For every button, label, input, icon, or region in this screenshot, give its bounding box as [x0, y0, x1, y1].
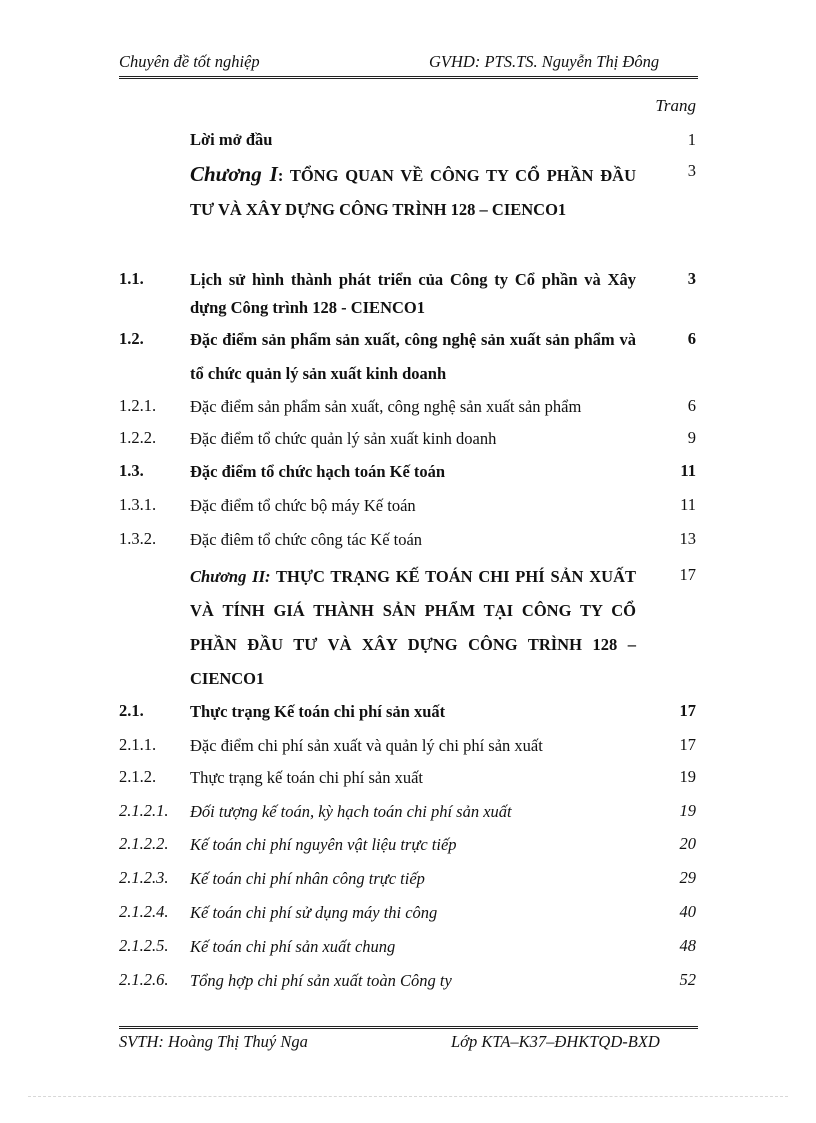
chapter-label: Chương I [190, 162, 278, 186]
toc-page: 20 [679, 834, 696, 853]
toc-page: 17 [679, 565, 696, 584]
toc-title [190, 560, 636, 696]
toc-title: Lịch sử hình thành phát triển của Công ty Cổ phần và Xây dựng Công trình 128 - CIENCO1 [190, 270, 636, 317]
toc-title: Kế toán chi phí nguyên vật liệu trực tiếp [190, 835, 457, 854]
toc-title: Chương I: TỔNG QUAN VỀ CÔNG TY CỔ PHẦN ĐẦU TƯ VÀ XÂY DỰNG CÔNG TRÌNH 128 – CIENCO1 [190, 162, 637, 219]
chapter-title: TỔNG QUAN VỀ CÔNG TY CỔ PHẦN ĐẦU TƯ VÀ XÂY DỰNG CÔNG TRÌNH 128 – CIENCO1 [190, 166, 637, 219]
toc-page: 17 [679, 735, 696, 754]
toc-page: 17 [679, 701, 696, 720]
toc-title: Thực trạng kế toán chi phí sản xuất [190, 768, 423, 787]
footer-class: Lớp KTA–K37–ĐHKTQD-BXD [451, 1032, 660, 1051]
toc-number: 1.3. [119, 461, 144, 480]
page-footer [119, 1032, 698, 1056]
toc-title: Kế toán chi phí sử dụng máy thi công [190, 903, 438, 922]
toc-page: 19 [679, 801, 696, 820]
chapter-title: THỰC TRẠNG KẾ TOÁN CHI PHÍ SẢN XUẤT VÀ TÍNH GIÁ THÀNH SẢN PHẨM TẠI CÔNG TY CỔ PHẦN ĐẦU TƯ VÀ XÂY DỰNG CÔNG TRÌNH 128 – CIENCO1 [190, 567, 637, 688]
toc-number: 1.3.1. [119, 495, 157, 514]
toc-title: Đặc điểm tổ chức hạch toán Kế toán [190, 462, 446, 481]
toc-title: Đặc điểm chi phí sản xuất và quản lý chi phí sản xuất [190, 736, 543, 755]
toc-number: 2.1.2.2. [119, 834, 169, 853]
toc-title: Đặc điểm tổ chức quản lý sản xuất kinh doanh [190, 429, 497, 448]
toc-page: 48 [679, 936, 696, 955]
header-document-type: Chuyên đề tốt nghiệp [119, 52, 260, 71]
toc-page: 6 [687, 329, 696, 348]
toc-number: 1.3.2. [119, 529, 157, 548]
toc-number: 2.1.1. [119, 735, 157, 754]
toc-page: 6 [687, 396, 696, 415]
toc-number: 2.1.2.1. [119, 801, 169, 820]
toc-page: 1 [687, 130, 696, 149]
toc-title: Đặc điêm tổ chức công tác Kế toán [190, 530, 423, 549]
footer-divider [119, 1026, 698, 1029]
page-edge-divider [28, 1096, 788, 1097]
toc-number: 1.2.1. [119, 396, 157, 415]
header-supervisor: GVHD: PTS.TS. Nguyễn Thị Đông [429, 52, 660, 71]
toc-title: Tổng hợp chi phí sản xuất toàn Công ty [190, 971, 452, 990]
toc-number: 2.1.2.6. [119, 970, 169, 989]
toc-title: Kế toán chi phí sản xuất chung [190, 937, 396, 956]
toc-page: 9 [687, 428, 696, 447]
toc-number: 1.1. [119, 269, 144, 288]
footer-student: SVTH: Hoàng Thị Thuý Nga [119, 1032, 308, 1051]
toc-title: Đặc điểm tổ chức bộ máy Kế toán [190, 496, 416, 515]
toc-number: 2.1.2.3. [119, 868, 169, 887]
toc-title: Đặc điểm sản phẩm sản xuất, công nghệ sản xuất sản phẩm [190, 397, 582, 416]
toc-page: 13 [679, 529, 696, 548]
toc-page: 52 [679, 970, 696, 989]
toc-number: 2.1.2.4. [119, 902, 169, 921]
toc-title: Thực trạng Kế toán chi phí sản xuất [190, 702, 446, 721]
toc-page: 3 [687, 269, 696, 288]
toc-number: 1.2. [119, 329, 144, 348]
toc-page: 11 [680, 461, 696, 480]
toc-number: 2.1. [119, 701, 144, 720]
toc-number: 2.1.2.5. [119, 936, 169, 955]
toc-title: Đối tượng kế toán, kỳ hạch toán chi phí sản xuất [190, 802, 512, 821]
toc-page: 3 [687, 161, 696, 180]
toc-title: Đặc điểm sản phẩm sản xuất, công nghệ sản xuất sản phẩm và tổ chức quản lý sản xuất kinh doanh [190, 330, 636, 383]
toc-number: 2.1.2. [119, 767, 157, 786]
toc-page: 29 [679, 868, 696, 887]
toc-title: Kế toán chi phí nhân công trực tiếp [190, 869, 425, 888]
toc-page: 11 [680, 495, 696, 514]
toc-number: 1.2.2. [119, 428, 157, 447]
chapter-label: Chương II: [190, 567, 271, 586]
toc-page: 19 [679, 767, 696, 786]
toc-title: Lời mở đầu [190, 130, 273, 149]
toc-page: 40 [679, 902, 696, 921]
page-column-label: Trang [655, 96, 696, 115]
